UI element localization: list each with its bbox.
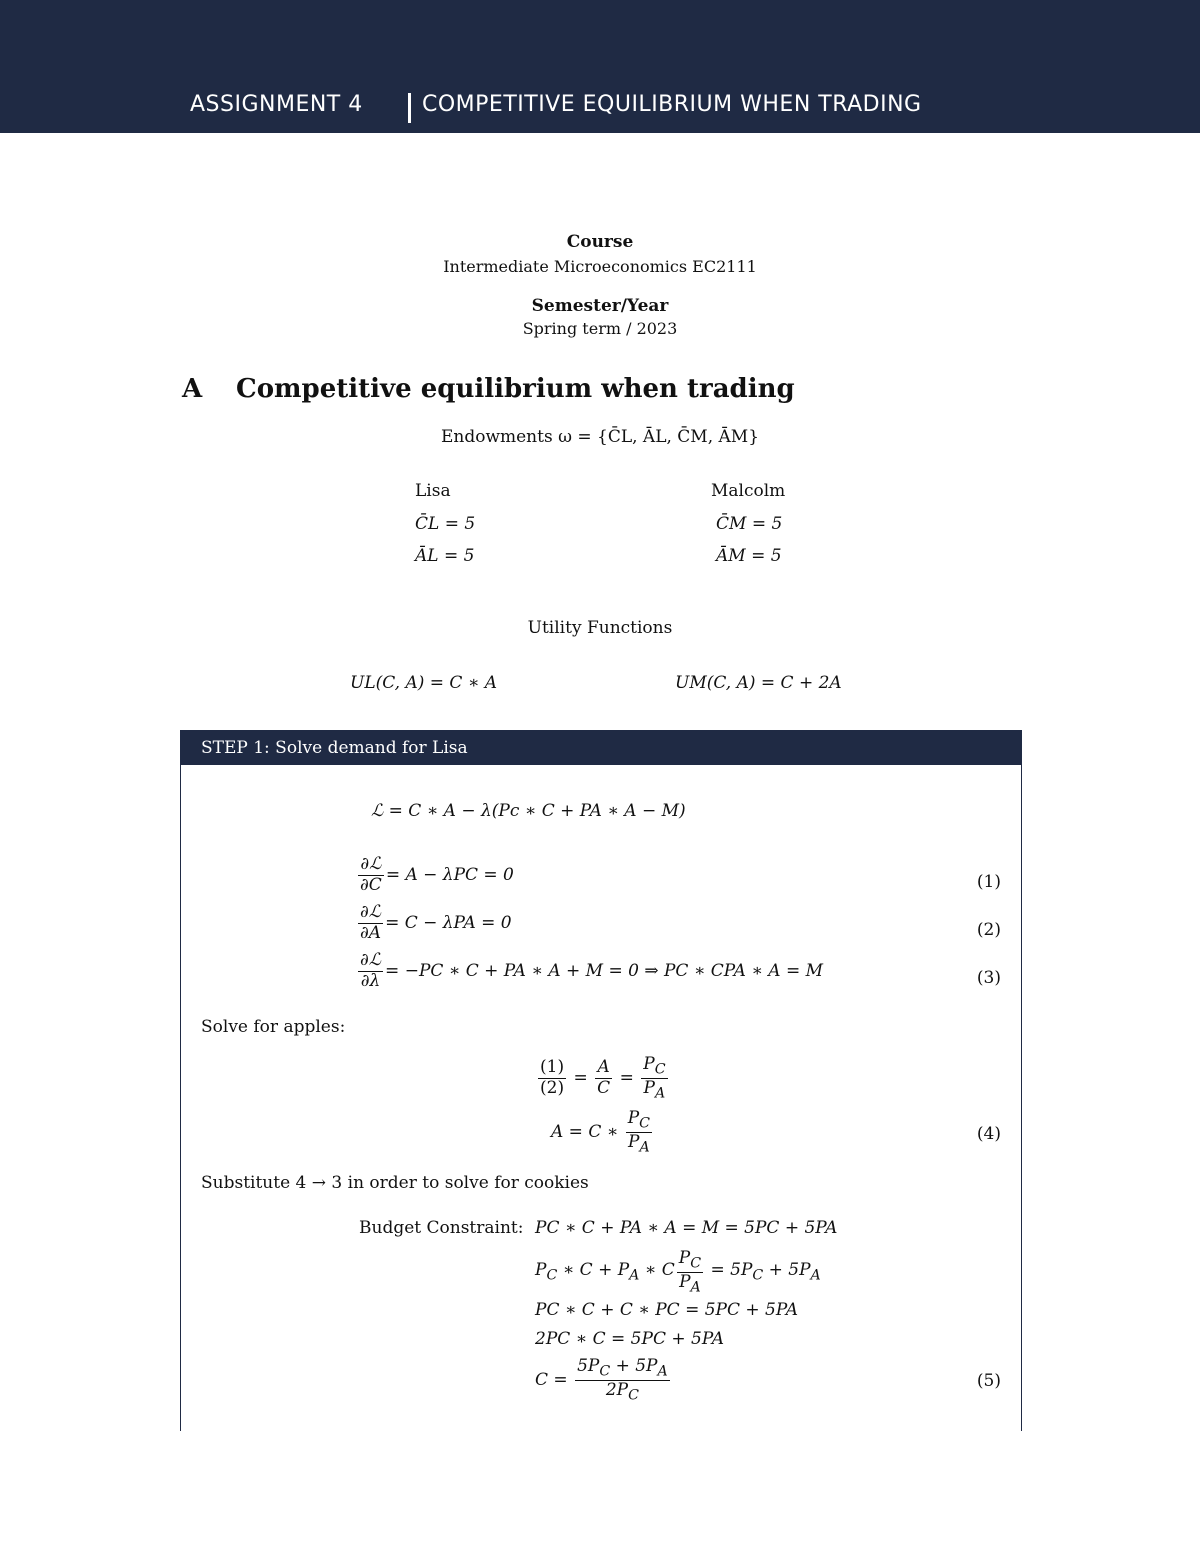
foc-lambda: $\frac{\text{∂ℒ}}{\partial\lambda}$ = −PC ∗ C + PA ∗ A + M = 0 ⇒ PC ∗ CPA ∗ A = M bbox=[360, 950, 824, 991]
eq2-number: (2) bbox=[976, 920, 1001, 940]
apples-label: Solve for apples: bbox=[201, 1017, 346, 1037]
step1-title: STEP 1: Solve demand for Lisa bbox=[201, 738, 468, 758]
section-letter: A bbox=[182, 374, 203, 404]
step1-box bbox=[180, 730, 1022, 1431]
lagrangian: ℒ = C ∗ A − λ(Pc ∗ C + PA ∗ A − M) bbox=[371, 801, 686, 821]
course-value: Intermediate Microeconomics EC2111 bbox=[443, 257, 757, 276]
cookies-demand: C = $\frac{5P_C + 5P_A}{2P_C}$ bbox=[535, 1356, 668, 1404]
lisa-apple-endowment: ĀL = 5 bbox=[415, 546, 475, 566]
utility-label: Utility Functions bbox=[527, 618, 673, 638]
endowments-label: Endowments ω = {C̄L, ĀL, C̄M, ĀM} bbox=[440, 427, 760, 447]
section-heading bbox=[182, 374, 795, 404]
eq4-number: (4) bbox=[976, 1124, 1001, 1144]
lisa-cookie-endowment: C̄L = 5 bbox=[415, 514, 476, 534]
malcolm-apple-endowment: ĀM = 5 bbox=[716, 546, 782, 566]
foc-c-rhs: = A − λPC = 0 bbox=[385, 865, 514, 886]
course-label: Course bbox=[566, 232, 634, 252]
header-bar bbox=[0, 0, 1200, 133]
budget-line-3: PC ∗ C + C ∗ PC = 5PC + 5PA bbox=[535, 1300, 799, 1320]
assignment-title: COMPETITIVE EQUILIBRIUM WHEN TRADING bbox=[422, 92, 922, 117]
apples-demand: A = C ∗ $\frac{P_C}{P_A}$ bbox=[551, 1108, 650, 1156]
budget-line-4: 2PC ∗ C = 5PC + 5PA bbox=[535, 1329, 724, 1349]
lisa-utility: UL(C, A) = C ∗ A bbox=[350, 673, 498, 693]
eq3-number: (3) bbox=[976, 968, 1001, 988]
header-divider bbox=[408, 93, 411, 123]
assignment-label: ASSIGNMENT 4 bbox=[190, 92, 363, 117]
foc-a: $\frac{\text{∂ℒ}}{\partial A}$ = C − λPA = 0 bbox=[360, 902, 512, 943]
budget-line-1: PC ∗ C + PA ∗ A = M = 5PC + 5PA bbox=[535, 1218, 838, 1238]
malcolm-name: Malcolm bbox=[711, 481, 786, 501]
budget-line-2: $P_C$ ∗ $C + P_A$ ∗ C $\frac{P_C}{P_A}$ = $5P_C + 5P_A$ bbox=[535, 1248, 821, 1296]
malcolm-cookie-endowment: C̄M = 5 bbox=[716, 514, 783, 534]
foc-c: $\frac{\text{∂ℒ}}{\partial C}$ = A − λPC = 0 bbox=[360, 854, 514, 895]
foc-a-rhs: = C − λPA = 0 bbox=[385, 913, 512, 934]
section-title: Competitive equilibrium when trading bbox=[236, 374, 795, 404]
step1-header bbox=[181, 731, 1021, 765]
foc-lambda-rhs: = −PC ∗ C + PA ∗ A + M = 0 ⇒ PC ∗ CPA ∗ A = M bbox=[385, 961, 824, 982]
lisa-name: Lisa bbox=[415, 481, 451, 501]
semester-label: Semester/Year bbox=[531, 296, 669, 316]
eq5-number: (5) bbox=[976, 1371, 1001, 1391]
substitute-label: Substitute 4 → 3 in order to solve for cookies bbox=[201, 1173, 589, 1193]
eq1-number: (1) bbox=[976, 872, 1001, 892]
malcolm-utility: UM(C, A) = C + 2A bbox=[675, 673, 842, 693]
semester-value: Spring term / 2023 bbox=[522, 319, 678, 338]
budget-label: Budget Constraint: bbox=[359, 1218, 524, 1238]
ratio-equation: $\frac{(1)}{(2)}$ = $\frac{A}{C}$ = $\frac{P_C}{P_A}$ bbox=[540, 1054, 666, 1102]
